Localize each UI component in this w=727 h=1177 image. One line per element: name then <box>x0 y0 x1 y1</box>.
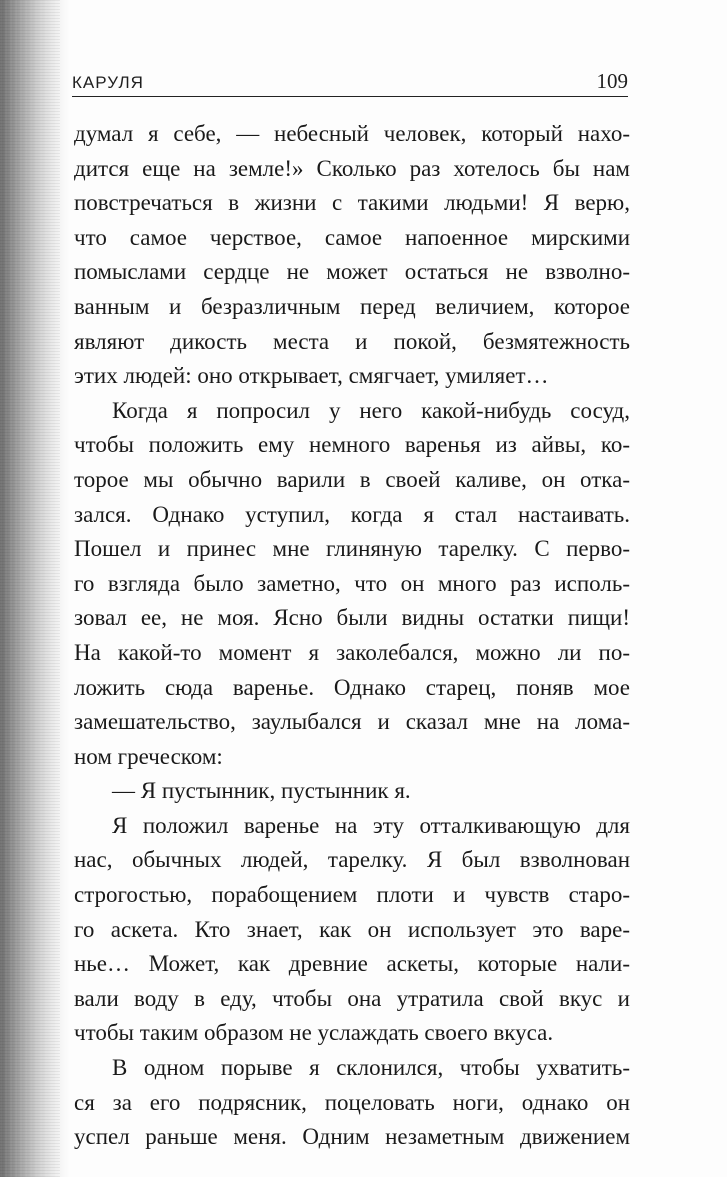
text-line: ванным и безразличным перед величием, которое <box>74 293 630 319</box>
text-line: го аскета. Кто знает, как он использует это варе- <box>74 916 630 942</box>
text-line: ся за его подрясник, поцеловать ноги, однако он <box>74 1089 630 1115</box>
text-line: торое мы обычно варили в своей каливе, он отка- <box>74 466 630 492</box>
body-text <box>74 117 630 1155</box>
text-line: повстречаться в жизни с такими людьми! Я верю, <box>74 190 630 216</box>
running-title: КАРУЛЯ <box>72 73 144 92</box>
text-line: нас, обычных людей, тарелку. Я был взволнован <box>74 847 630 873</box>
text-line: — Я пустынник, пустынник я. <box>112 778 411 804</box>
page-header <box>72 70 628 97</box>
text-line: помыслами сердце не может остаться не взволно- <box>74 259 630 285</box>
page-number: 109 <box>596 69 628 93</box>
text-line: Когда я попросил у него какой-нибудь сосуд, <box>112 397 630 423</box>
text-line: успел раньше меня. Одним незаметным движением <box>74 1124 630 1150</box>
text-line: нье… Может, как древние аскеты, которые нали- <box>74 951 630 977</box>
text-line: зовал ее, не моя. Ясно были видны остатки пищи! <box>74 605 630 631</box>
text-line: Я положил варенье на эту отталкивающую для <box>112 812 630 838</box>
scan-gutter-texture <box>0 0 60 1177</box>
text-line: замешательство, заулыбался и сказал мне на лома- <box>74 709 630 735</box>
text-line: дится еще на земле!» Сколько раз хотелось бы нам <box>74 155 630 181</box>
text-line: чтобы таким образом не услаждать своего вкуса. <box>74 1020 554 1046</box>
text-line: ложить сюда варенье. Однако старец, поняв мое <box>74 674 630 700</box>
text-line: Пошел и принес мне глиняную тарелку. С перво- <box>74 536 630 562</box>
text-line: думал я себе, — небесный человек, который нахо- <box>74 121 630 146</box>
text-line: ном греческом: <box>74 743 223 769</box>
text-line: На какой-то момент я заколебался, можно ли по- <box>74 639 630 665</box>
text-line: зался. Однако уступил, когда я стал настаивать. <box>74 501 630 527</box>
text-line: что самое черствое, самое напоенное мирскими <box>74 224 630 250</box>
text-line: вали воду в еду, чтобы она утратила свой вкус и <box>74 985 630 1011</box>
text-line: го взгляда было заметно, что он много раз исполь- <box>74 570 630 596</box>
text-line: строгостью, порабощением плоти и чувств старо- <box>74 882 630 908</box>
text-line: являют дикость места и покой, безмятежность <box>74 328 630 354</box>
text-line: этих людей: оно открывает, смягчает, умиляет… <box>74 363 549 389</box>
text-line: В одном порыве я склонился, чтобы ухватить- <box>112 1055 630 1081</box>
text-line: чтобы положить ему немного варенья из айвы, ко- <box>74 432 630 458</box>
